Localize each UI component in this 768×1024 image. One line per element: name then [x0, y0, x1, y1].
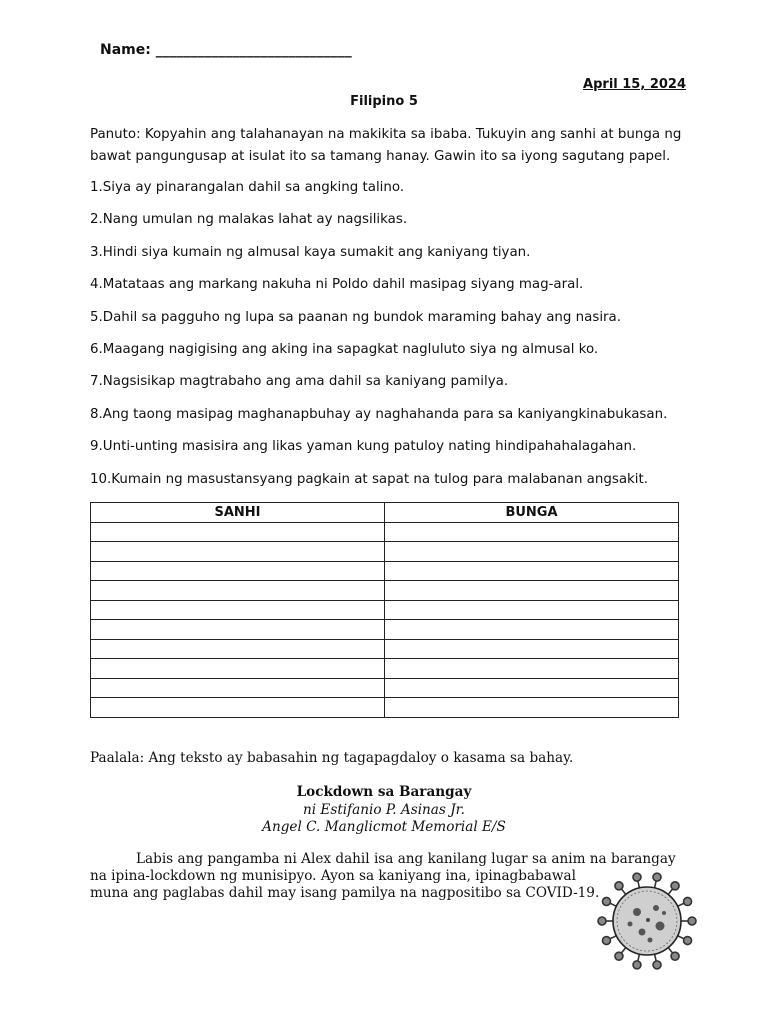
bunga-cell: [385, 581, 679, 601]
bunga-cell: [385, 561, 679, 581]
bunga-cell: [385, 620, 679, 640]
bunga-cell: [385, 678, 679, 698]
sanhi-cell: [91, 522, 385, 542]
list-item: 6.Maagang nagigising ang aking ina sapagkat nagluluto siya ng almusal ko.: [90, 341, 599, 357]
table-row: [91, 542, 679, 562]
sanhi-cell: [91, 620, 385, 640]
column-header-sanhi: SANHI: [91, 503, 385, 523]
bunga-cell: [385, 600, 679, 620]
sanhi-cell: [91, 678, 385, 698]
table-row: [91, 698, 679, 718]
table-body: [91, 522, 679, 717]
list-item: 10.Kumain ng masustansyang pagkain at sapat na tulog para malabanan angsakit.: [90, 471, 649, 487]
sanhi-cell: [91, 542, 385, 562]
table-row: [91, 639, 679, 659]
sanhi-cell: [91, 698, 385, 718]
worksheet-date: April 15, 2024: [583, 77, 686, 92]
list-item: 1.Siya ay pinarangalan dahil sa angking talino.: [90, 180, 405, 195]
sanhi-cell: [91, 561, 385, 581]
subject-title: Filipino 5: [350, 94, 418, 109]
bunga-cell: [385, 639, 679, 659]
sanhi-cell: [91, 659, 385, 679]
table-row: [91, 659, 679, 679]
list-item: 2.Nang umulan ng malakas lahat ay nagsilikas.: [90, 212, 408, 228]
instructions: Panuto: Kopyahin ang talahanayan na makikita sa ibaba. Tukuyin ang sanhi at bunga ng bawat pangungusap at isulat ito sa tamang hanay. Gawin ito sa iyong sagutang papel.: [90, 127, 682, 164]
bunga-cell: [385, 659, 679, 679]
list-item: 5.Dahil sa pagguho ng lupa sa paanan ng bundok maraming bahay ang nasira.: [90, 309, 622, 325]
story-line: muna ang paglabas dahil may isang pamilya na nagpositibo sa COVID-19.: [90, 885, 600, 901]
story-school: Angel C. Manglicmot Memorial E/S: [262, 819, 506, 835]
table-row: [91, 561, 679, 581]
bunga-cell: [385, 698, 679, 718]
table-row: [91, 600, 679, 620]
coronavirus-icon: [592, 868, 702, 973]
bunga-cell: [385, 542, 679, 562]
table-row: [91, 581, 679, 601]
sanhi-cell: [91, 600, 385, 620]
list-item: 4.Matataas ang markang nakuha ni Poldo dahil masipag siyang mag-aral.: [90, 277, 584, 293]
table-row: [91, 678, 679, 698]
story-title: Lockdown sa Barangay: [296, 784, 472, 800]
bunga-cell: [385, 522, 679, 542]
column-header-bunga: BUNGA: [385, 503, 679, 523]
story-line: na ipina-lockdown ng munisipyo. Ayon sa kaniyang ina, ipinagbabawal: [90, 868, 576, 884]
story-line: Labis ang pangamba ni Alex dahil isa ang kanilang lugar sa anim na barangay: [136, 851, 676, 867]
table-row: [91, 522, 679, 542]
sanhi-cell: [91, 581, 385, 601]
list-item: 3.Hindi siya kumain ng almusal kaya sumakit ang kaniyang tiyan.: [90, 244, 531, 260]
list-item: 8.Ang taong masipag maghanapbuhay ay naghahanda para sa kaniyangkinabukasan.: [90, 406, 668, 422]
note: Paalala: Ang teksto ay babasahin ng tagapagdaloy o kasama sa bahay.: [90, 750, 574, 766]
sanhi-cell: [91, 639, 385, 659]
table-header-row: [91, 503, 679, 523]
story-author: ni Estifanio P. Asinas Jr.: [303, 802, 465, 818]
table-row: [91, 620, 679, 640]
sanhi-bunga-table: [90, 502, 679, 718]
sentence-list: [90, 178, 667, 502]
name-field-label: Name: ____________________________: [100, 42, 352, 58]
list-item: 9.Unti-unting masisira ang likas yaman kung patuloy nating hindipahahalagahan.: [90, 439, 637, 455]
list-item: 7.Nagsisikap magtrabaho ang ama dahil sa kaniyang pamilya.: [90, 374, 509, 390]
